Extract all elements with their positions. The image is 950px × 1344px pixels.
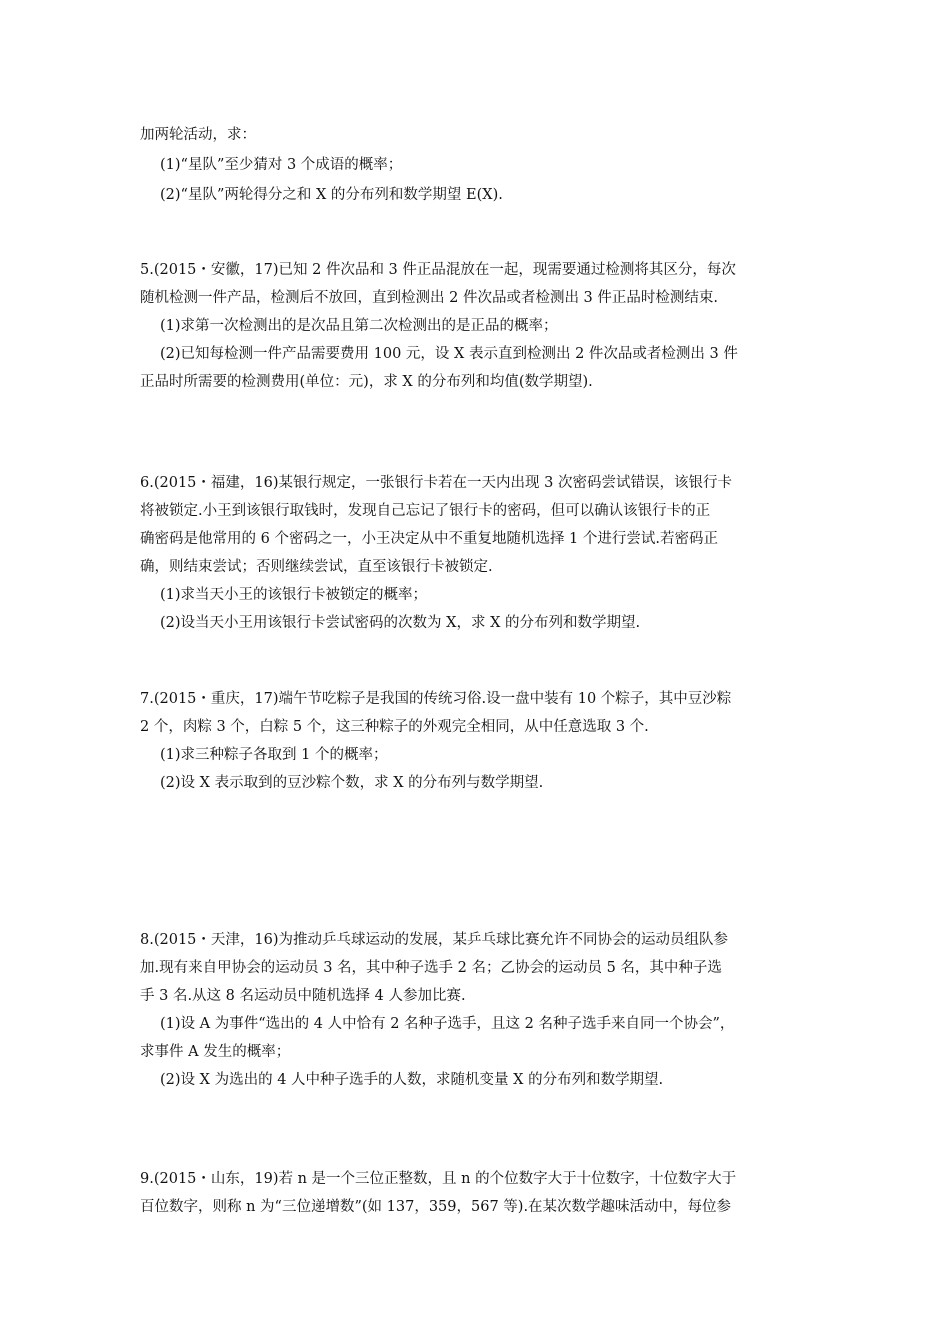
subquestion-line: (2)设当天小王用该银行卡尝试密码的次数为 X，求 X 的分布列和数学期望.: [160, 615, 641, 631]
subquestion-line: (2)已知每检测一件产品需要费用 100 元，设 X 表示直到检测出 2 件次品或者检测出 3 件: [160, 346, 738, 362]
problem-statement-line: 确，则结束尝试；否则继续尝试，直至该银行卡被锁定.: [140, 559, 493, 575]
problem-statement-line: 6.(2015・福建，16)某银行规定，一张银行卡若在一天内出现 3 次密码尝试错误，该银行卡: [140, 475, 732, 491]
subquestion-line: (2)设 X 表示取到的豆沙粽个数，求 X 的分布列与数学期望.: [160, 775, 544, 791]
subquestion-line: 求事件 A 发生的概率；: [140, 1044, 291, 1060]
problem-statement-line: 手 3 名.从这 8 名运动员中随机选择 4 人参加比赛.: [140, 988, 466, 1004]
problem-statement-line: 9.(2015・山东，19)若 n 是一个三位正整数，且 n 的个位数字大于十位数字，十位数字大于: [140, 1171, 737, 1187]
problem-statement-line: 百位数字，则称 n 为“三位递增数”(如 137，359，567 等).在某次数学趣味活动中，每位参: [140, 1199, 732, 1215]
problem-statement-line: 将被锁定.小王到该银行取钱时，发现自己忘记了银行卡的密码，但可以确认该银行卡的正: [140, 503, 711, 519]
subquestion-line: (1)求三种粽子各取到 1 个的概率；: [160, 747, 388, 763]
problem-statement-line: 8.(2015・天津，16)为推动乒乓球运动的发展，某乒乓球比赛允许不同协会的运动员组队参: [140, 932, 728, 948]
problem-statement-line: 5.(2015・安徽，17)已知 2 件次品和 3 件正品混放在一起，现需要通过检测将其区分，每次: [140, 262, 736, 278]
problem-statement-line: 2 个，肉粽 3 个，白粽 5 个，这三种粽子的外观完全相同，从中任意选取 3 个.: [140, 719, 649, 735]
subquestion-line: (2)设 X 为选出的 4 人中种子选手的人数，求随机变量 X 的分布列和数学期望.: [160, 1072, 664, 1088]
subquestion-line: (1)求第一次检测出的是次品且第二次检测出的是正品的概率；: [160, 318, 558, 334]
problem-statement-line: 7.(2015・重庆，17)端午节吃粽子是我国的传统习俗.设一盘中装有 10 个粽子，其中豆沙粽: [140, 691, 732, 707]
problem-statement-line: 随机检测一件产品，检测后不放回，直到检测出 2 件次品或者检测出 3 件正品时检测结束.: [140, 290, 718, 306]
subquestion-line: 正品时所需要的检测费用(单位：元)，求 X 的分布列和均值(数学期望).: [140, 374, 593, 390]
problem-statement-line: 确密码是他常用的 6 个密码之一，小王决定从中不重复地随机选择 1 个进行尝试.若密码正: [140, 531, 718, 547]
subquestion-line: (2)“星队”两轮得分之和 X 的分布列和数学期望 E(X).: [160, 187, 503, 203]
subquestion-line: (1)求当天小王的该银行卡被锁定的概率；: [160, 587, 428, 603]
subquestion-line: (1)“星队”至少猜对 3 个成语的概率；: [160, 157, 403, 173]
text-line: 加两轮活动，求：: [140, 127, 256, 143]
subquestion-line: (1)设 A 为事件“选出的 4 人中恰有 2 名种子选手，且这 2 名种子选手来自同一个协会”，: [160, 1016, 735, 1032]
problem-statement-line: 加.现有来自甲协会的运动员 3 名，其中种子选手 2 名；乙协会的运动员 5 名，其中种子选: [140, 960, 722, 976]
